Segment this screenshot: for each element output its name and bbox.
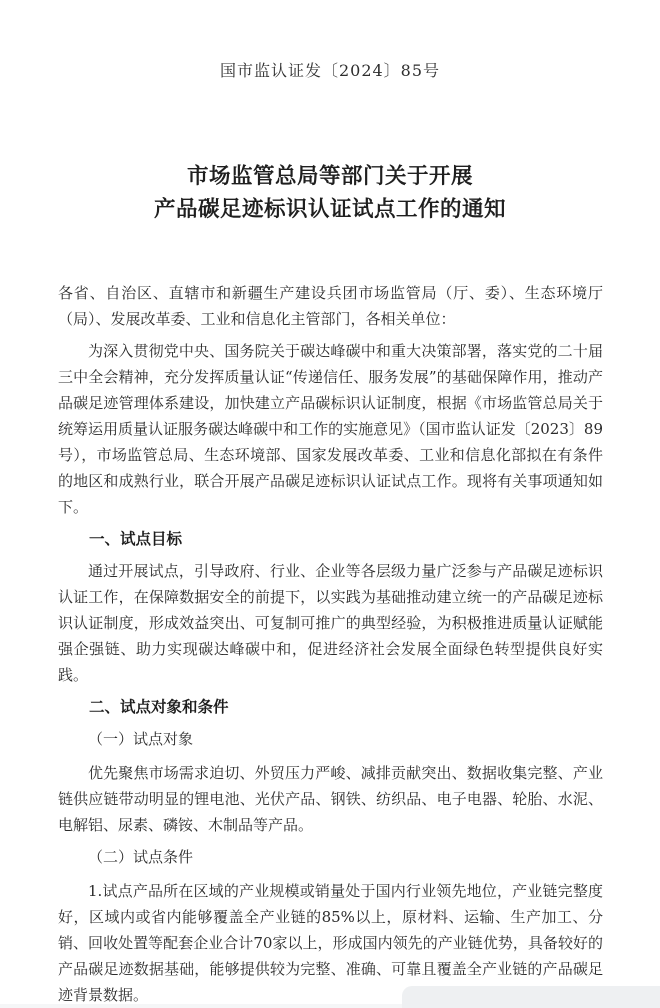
page-bottom-right-shade (402, 986, 660, 1008)
section-1-paragraph: 通过开展试点，引导政府、行业、企业等各层级力量广泛参与产品碳足迹标识认证工作，在保障数据安全的前提下，以实践为基础推动建立统一的产品碳足迹标识认证制度，形成效益突出、可复制可推广的典型经验，为积极推进质量认证赋能强企强链、助力实现碳达峰碳中和，促进经济社会发展全面绿色转型提供良好实践。 (58, 562, 603, 684)
section-1-heading: 一、试点目标 (89, 530, 183, 548)
document-body (58, 280, 603, 1008)
document-title-line-2: 产品碳足迹标识认证试点工作的通知 (153, 197, 506, 222)
subsection-2-1-paragraph: 优先聚焦市场需求迫切、外贸压力严峻、减排贡献突出、数据收集完整、产业链供应链带动明显的锂电池、光伏产品、钢铁、纺织品、电子电器、轮胎、水泥、电解铝、尿素、磷铵、木制品等产品。 (58, 764, 603, 834)
document-title-line-1: 市场监管总局等部门关于开展 (186, 164, 473, 189)
document-title (0, 160, 660, 226)
subsection-2-1-heading: （一）试点对象 (88, 730, 194, 748)
intro-paragraph: 为深入贯彻党中央、国务院关于碳达峰碳中和重大决策部署，落实党的二十届三中全会精神，充分发挥质量认证“传递信任、服务发展”的基础保障作用，推动产品碳足迹管理体系建设，加快建立产品碳标识认证制度，根据《市场监管总局关于统筹运用质量认证服务碳达峰碳中和工作的实施意见》（国市监认证发〔2023〕89号），市场监管总局、生态环境部、国家发展改革委、工业和信息化部拟在有条件的地区和成熟行业，联合开展产品碳足迹标识认证试点工作。现将有关事项通知如下。 (58, 342, 603, 516)
document-number: 国市监认证发〔2024〕85号 (219, 61, 441, 80)
section-2-heading: 二、试点对象和条件 (89, 698, 229, 716)
subsection-2-2-heading: （二）试点条件 (88, 848, 194, 866)
salutation-paragraph: 各省、自治区、直辖市和新疆生产建设兵团市场监管局（厅、委）、生态环境厅（局）、发展改革委、工业和信息化主管部门，各相关单位： (58, 284, 603, 328)
subsection-2-2-paragraph: 1.试点产品所在区域的产业规模或销量处于国内行业领先地位，产业链完整度好，区域内或省内能够覆盖全产业链的85%以上，原材料、运输、生产加工、分销、回收处置等配套企业合计70家以上，形成国内领先的产业链优势，具备较好的产品碳足迹数据基础，能够提供较为完整、准确、可靠且覆盖全产业链的产品碳足迹背景数据。 (58, 882, 603, 1004)
